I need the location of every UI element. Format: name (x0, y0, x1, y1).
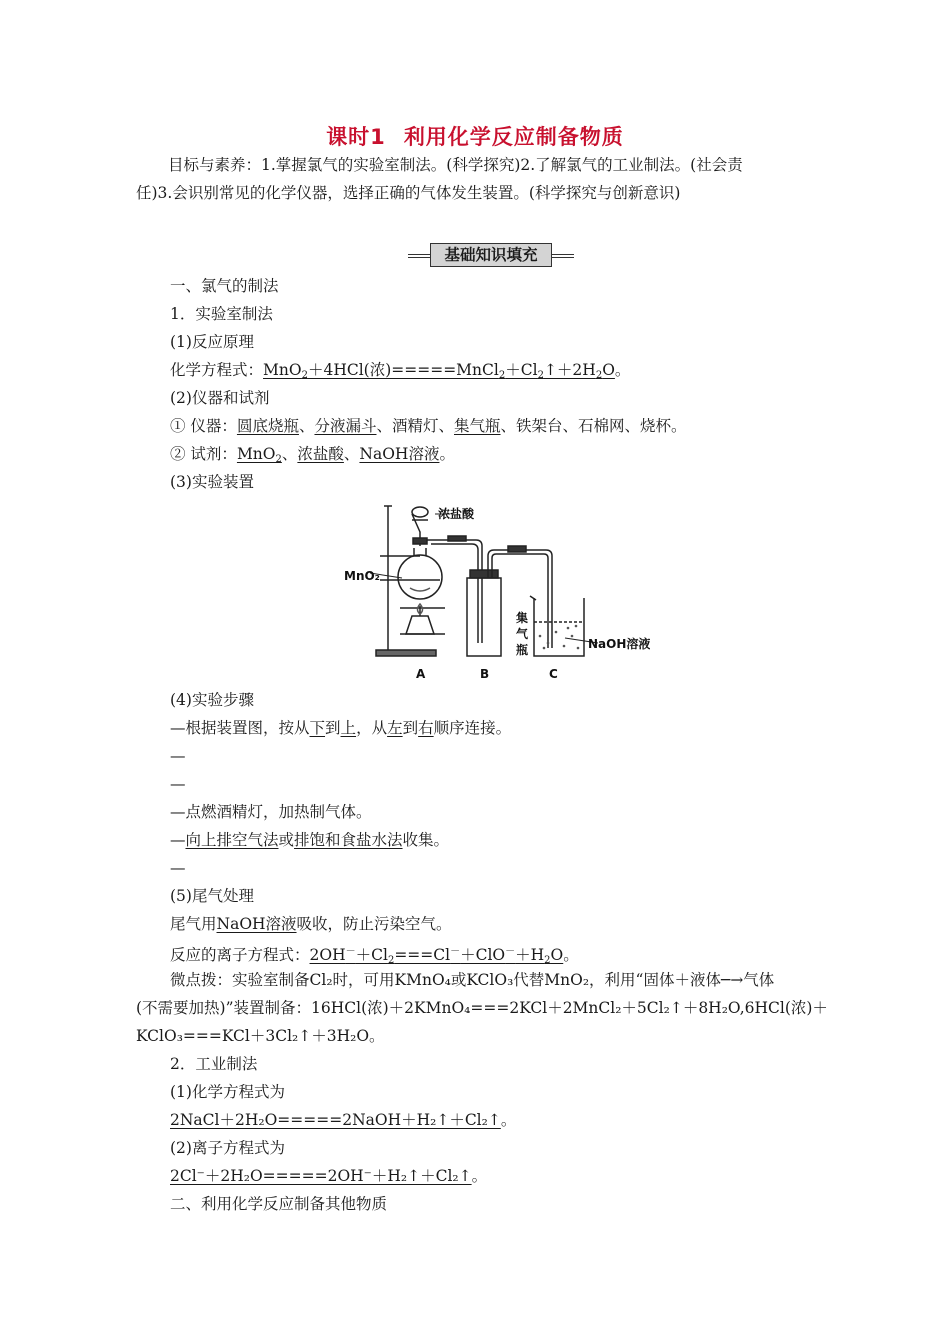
subsection-lab: 1．实验室制法 (170, 305, 273, 323)
tail-gas-ion-equation: 反应的离子方程式：$2OH^-+Cl_2===Cl^-+ClO^-+H_2O$。 (170, 946, 579, 966)
item-principle: (1)反应原理 (170, 333, 254, 351)
label-naoh: NaOH溶液 (588, 637, 650, 651)
step-6: — (170, 859, 186, 877)
tail-gas-absorb: 尾气用NaOH溶液吸收，防止污染空气。 (170, 915, 452, 933)
section-heading-2: 二、利用化学反应制备其他物质 (170, 1195, 388, 1213)
goals-paragraph-cont: 任)3.会识别常见的化学仪器，选择正确的气体发生装置。(科学探究与创新意识) (136, 184, 681, 202)
step-heat: —点燃酒精灯，加热制气体。 (170, 803, 372, 821)
label-hcl: 浓盐酸 (438, 507, 475, 521)
label-bottle-3: 瓶 (516, 643, 529, 657)
label-bottle-1: 集 (516, 611, 529, 625)
page-title: 课时1 利用化学反应制备物质 (326, 125, 624, 149)
step-2: — (170, 747, 186, 765)
item-apparatus: (3)实验装置 (170, 473, 254, 491)
label-b: B (480, 667, 490, 681)
step-connect: —根据装置图，按从下到上，从左到右顺序连接。 (170, 719, 512, 737)
label-a: A (416, 667, 426, 681)
step-collect: —向上排空气法或排饱和食盐水法收集。 (170, 831, 450, 849)
label-bottle-2: 气 (516, 627, 529, 641)
section-banner: 基础知识填充 (408, 243, 574, 267)
subsection-industrial: 2．工业制法 (170, 1055, 258, 1073)
section-heading-1: 一、氯气的制法 (170, 277, 279, 295)
item-ion-equation: (2)离子方程式为 (170, 1139, 285, 1157)
apparatus-diagram (340, 498, 650, 683)
item-instruments: (2)仪器和试剂 (170, 389, 270, 407)
industrial-equation: 2NaCl＋2H₂O=====2NaOH＋H₂↑＋Cl₂↑。 (170, 1111, 517, 1129)
instruments-list: ① 仪器：圆底烧瓶、分液漏斗、酒精灯、集气瓶、铁架台、石棉网、烧杯。 (170, 417, 687, 435)
tip-line-1: 微点拨：实验室制备Cl₂时，可用KMnO₄或KClO₃代替MnO₂，利用“固体＋液体─→气体 (170, 971, 775, 989)
reagents-list: ② 试剂：MnO$_2$、浓盐酸、NaOH溶液。 (170, 445, 455, 465)
goals-paragraph: 目标与素养：1.掌握氯气的实验室制法。(科学探究)2.了解氯气的工业制法。(社会责 (168, 156, 743, 174)
item-tail-gas: (5)尾气处理 (170, 887, 254, 905)
item-chem-equation: (1)化学方程式为 (170, 1083, 285, 1101)
label-c: C (549, 667, 558, 681)
tip-line-3: KClO₃===KCl＋3Cl₂↑＋3H₂O。 (136, 1027, 385, 1045)
tip-line-2: (不需要加热)”装置制备：16HCl(浓)＋2KMnO₄===2KCl＋2MnCl₂＋5Cl₂↑＋8H₂O,6HCl(浓)＋ (136, 999, 828, 1017)
label-mno2: MnO₂ (344, 569, 380, 583)
item-steps: (4)实验步骤 (170, 691, 254, 709)
industrial-ion-equation: 2Cl⁻＋2H₂O=====2OH⁻＋H₂↑＋Cl₂↑。 (170, 1167, 488, 1185)
equation-lab: 化学方程式：MnO$_2$＋4HCl(浓)$=====MnCl_2+Cl_2↑+2H_2O$。 (170, 361, 631, 381)
step-3: — (170, 775, 186, 793)
